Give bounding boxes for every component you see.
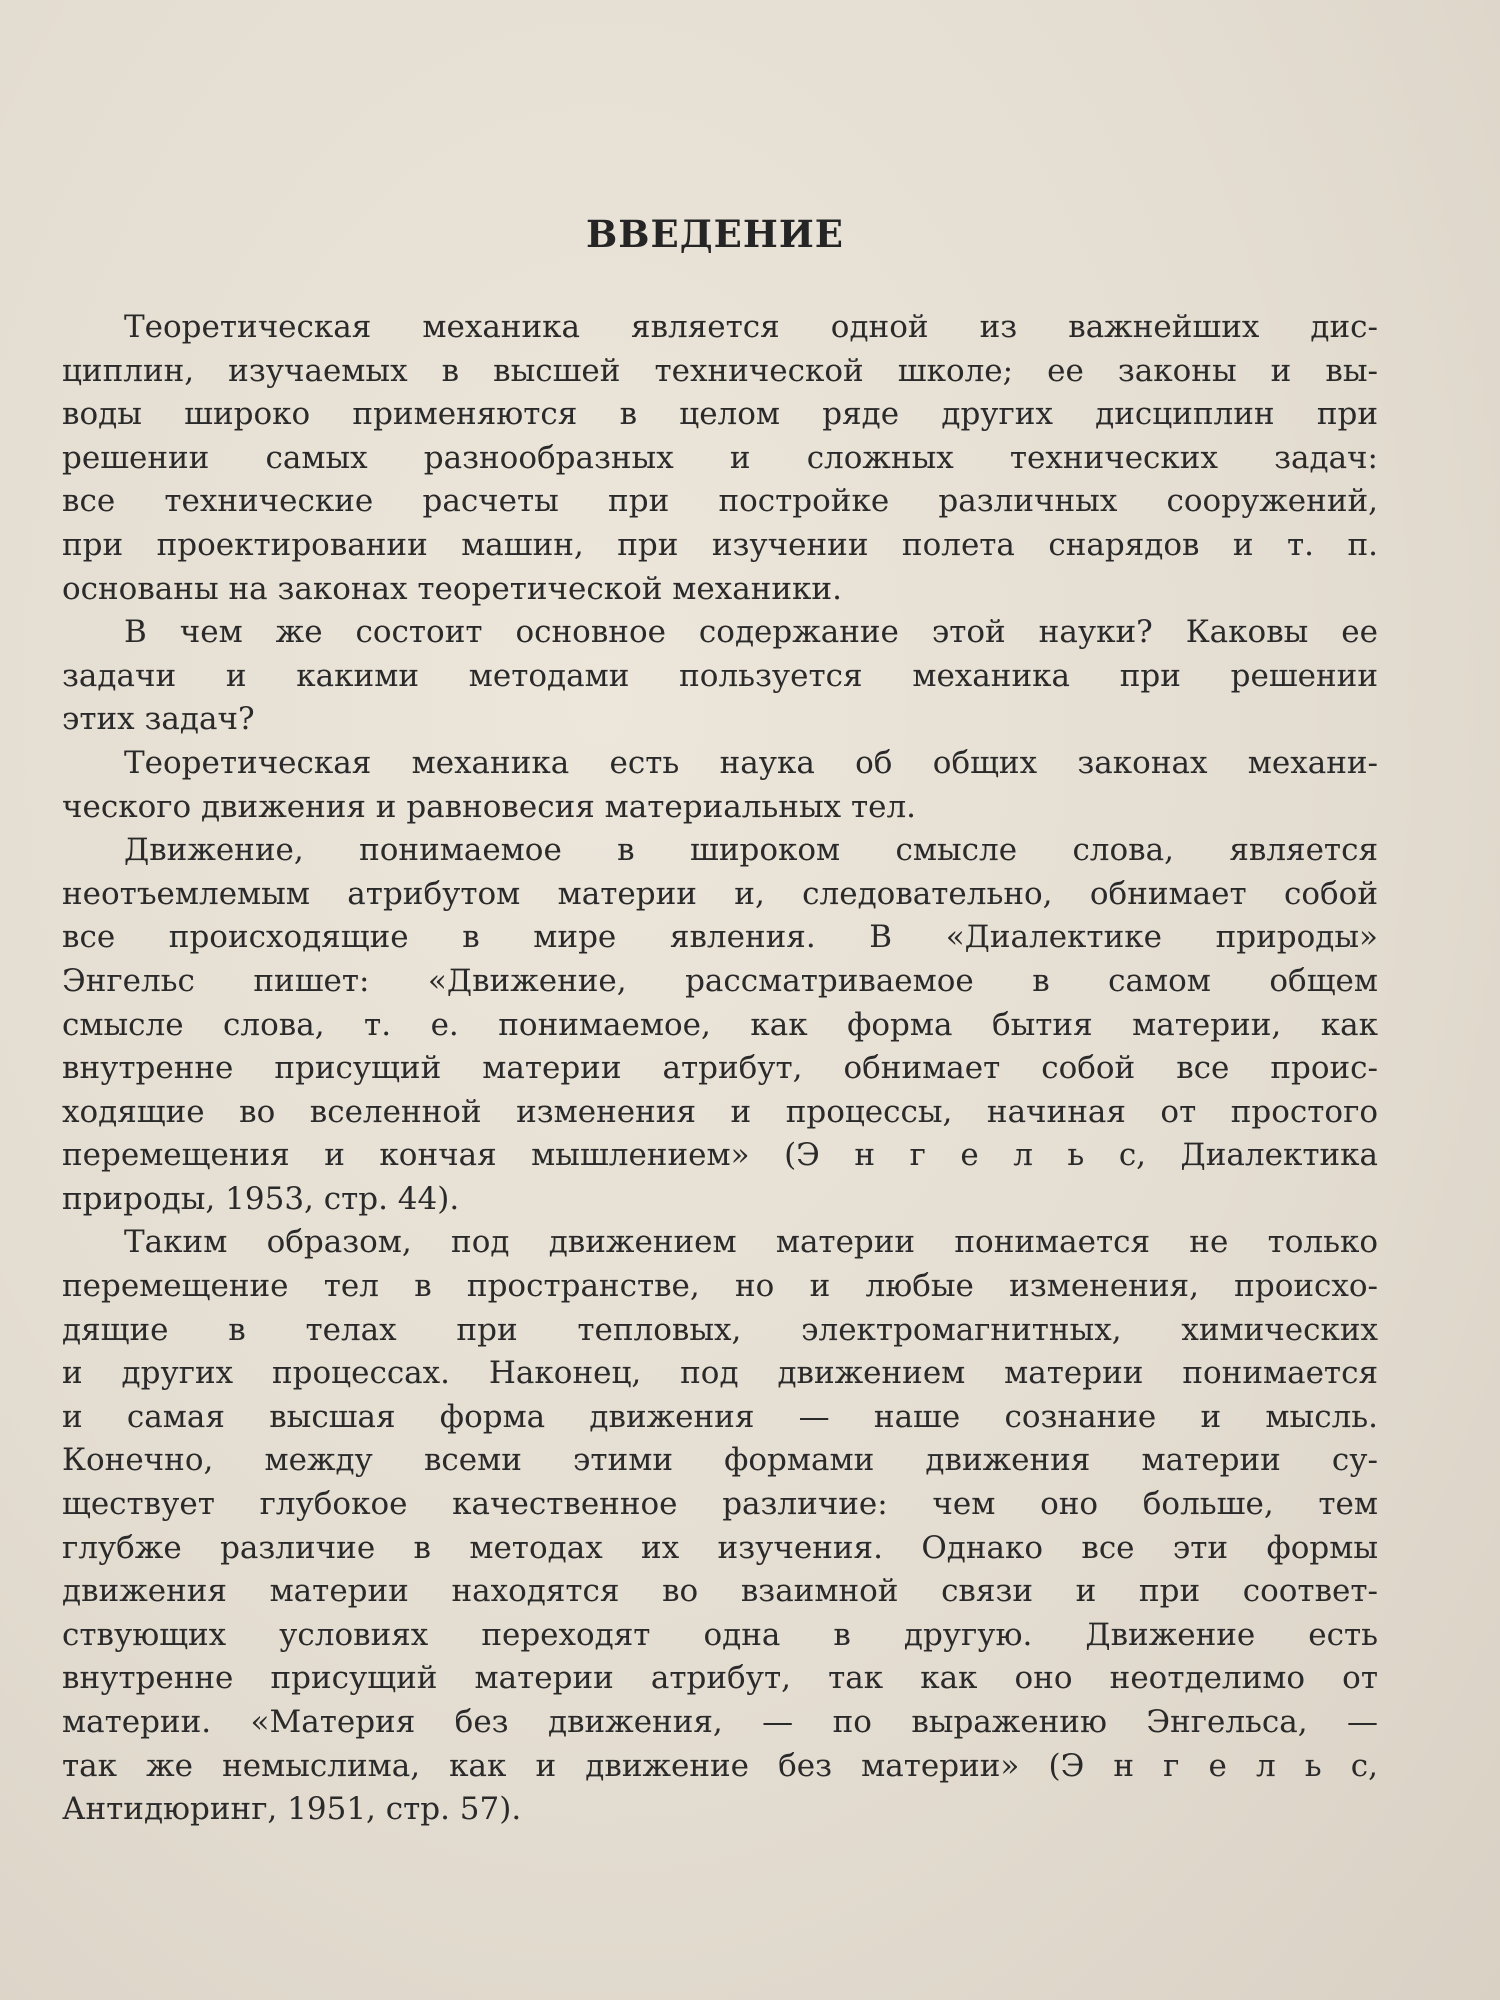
text-line: при проектировании машин, при изучении полета снарядов и т. п. <box>62 526 1378 563</box>
text-line: Таким образом, под движением материи понимается не только <box>124 1224 1378 1261</box>
text-line: так же немыслима, как и движение без материи» (Э н г е л ь с, <box>62 1747 1378 1784</box>
text-line: задачи и какими методами пользуется механика при решении <box>62 657 1378 694</box>
text-line: глубже различие в методах их изучения. Однако все эти формы <box>62 1529 1378 1566</box>
text-line: неотъемлемым атрибутом материи и, следовательно, обнимает собой <box>62 875 1378 912</box>
text-line: ческого движения и равновесия материальных тел. <box>62 788 917 825</box>
text-line: Теоретическая механика является одной из важнейших дис- <box>124 309 1378 345</box>
paragraph <box>62 742 1378 829</box>
text-line: и самая высшая форма движения — наше сознание и мысль. <box>62 1398 1378 1435</box>
text-line: все технические расчеты при постройке различных сооружений, <box>62 483 1378 520</box>
body-text <box>62 306 1378 1832</box>
text-line: внутренне присущий материи атрибут, обнимает собой все проис- <box>62 1050 1378 1087</box>
text-line: и других процессах. Наконец, под движением материи понимается <box>62 1355 1378 1392</box>
paragraph <box>62 306 1378 611</box>
text-line: Энгельс пишет: «Движение, рассматриваемое в самом общем <box>62 962 1378 999</box>
text-line: этих задач? <box>62 701 255 738</box>
text-line: циплин, изучаемых в высшей технической школе; ее законы и вы- <box>62 352 1378 389</box>
text-line: Теоретическая механика есть наука об общих законах механи- <box>124 744 1378 781</box>
text-line: Антидюринг, 1951, стр. 57). <box>62 1791 522 1828</box>
text-line: ствующих условиях переходят одна в другую. Движение есть <box>62 1616 1378 1653</box>
text-line: основаны на законах теоретической механики. <box>62 570 842 607</box>
text-line: В чем же состоит основное содержание этой науки? Каковы ее <box>124 614 1378 651</box>
text-line: дящие в телах при тепловых, электромагнитных, химических <box>62 1311 1378 1348</box>
text-line: природы, 1953, стр. 44). <box>62 1180 460 1217</box>
paragraph <box>62 611 1378 742</box>
text-line: движения материи находятся во взаимной связи и при соответ- <box>62 1573 1378 1610</box>
text-line: смысле слова, т. е. понимаемое, как форма бытия материи, как <box>62 1006 1378 1043</box>
paragraph <box>62 829 1378 1221</box>
text-line: Движение, понимаемое в широком смысле слова, является <box>124 832 1378 869</box>
paragraph <box>62 1221 1378 1831</box>
page-title: ВВЕДЕНИЕ <box>586 212 844 256</box>
text-line: все происходящие в мире явления. В «Диалектике природы» <box>62 919 1378 956</box>
text-line: решении самых разнообразных и сложных технических задач: <box>62 439 1378 476</box>
text-line: воды широко применяются в целом ряде других дисциплин при <box>62 396 1378 433</box>
text-line: Конечно, между всеми этими формами движения материи су- <box>62 1442 1378 1479</box>
text-line: перемещение тел в пространстве, но и любые изменения, происхо- <box>62 1268 1378 1305</box>
text-line: перемещения и кончая мышлением» (Э н г е л ь с, Диалектика <box>62 1137 1378 1174</box>
text-line: внутренне присущий материи атрибут, так как оно неотделимо от <box>62 1660 1378 1697</box>
text-line: ществует глубокое качественное различие: чем оно больше, тем <box>62 1486 1378 1523</box>
text-line: материи. «Материя без движения, — по выражению Энгельса, — <box>62 1704 1378 1740</box>
text-line: ходящие во вселенной изменения и процессы, начиная от простого <box>62 1093 1378 1130</box>
